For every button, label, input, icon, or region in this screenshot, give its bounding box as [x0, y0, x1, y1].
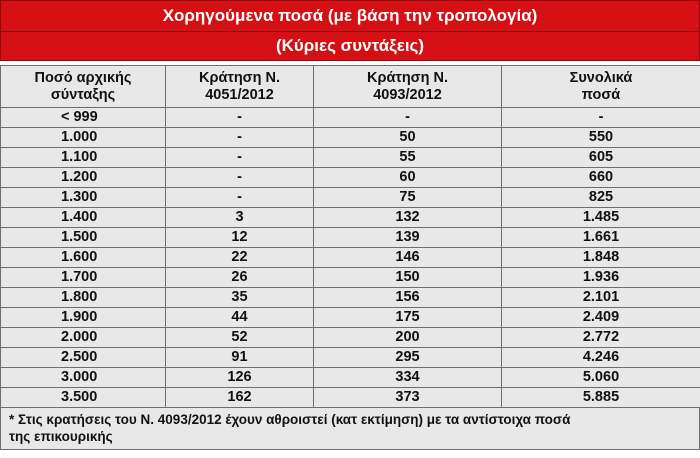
total-amount-cell: 2.772	[502, 328, 700, 348]
original-pension-cell: 1.600	[1, 248, 166, 268]
total-amount-cell: 5.060	[502, 368, 700, 388]
col-header-line: Κράτηση Ν.	[199, 69, 280, 86]
total-amount-cell: 550	[502, 128, 700, 148]
total-amount-cell: 660	[502, 168, 700, 188]
footnote-line: της επικουρικής	[9, 429, 113, 444]
original-pension-cell: < 999	[1, 108, 166, 128]
col-header-line: 4051/2012	[205, 86, 274, 103]
deduction-4051-cell: 126	[166, 368, 314, 388]
deduction-4093-cell: 146	[314, 248, 502, 268]
original-pension-cell: 2.000	[1, 328, 166, 348]
deduction-4051-cell: 22	[166, 248, 314, 268]
deduction-4093-cell: 139	[314, 228, 502, 248]
deduction-4093-cell: 295	[314, 348, 502, 368]
table-row	[1, 168, 700, 188]
total-amount-cell: 1.661	[502, 228, 700, 248]
total-amount-cell: -	[502, 108, 700, 128]
deduction-4093-cell: -	[314, 108, 502, 128]
table-row	[1, 228, 700, 248]
total-amount-cell: 4.246	[502, 348, 700, 368]
deduction-4051-cell: -	[166, 128, 314, 148]
footnote-line: * Στις κρατήσεις του Ν. 4093/2012 έχουν αθροιστεί (κατ εκτίμηση) με τα αντίστοιχα ποσά	[9, 412, 571, 427]
col-header-deduction-4051	[166, 66, 314, 108]
deduction-4051-cell: -	[166, 148, 314, 168]
deduction-4051-cell: 26	[166, 268, 314, 288]
total-amount-cell: 605	[502, 148, 700, 168]
table-row	[1, 208, 700, 228]
table-header	[1, 66, 700, 108]
deduction-4051-cell: -	[166, 168, 314, 188]
original-pension-cell: 3.500	[1, 388, 166, 408]
table-row	[1, 308, 700, 328]
table-subtitle: (Κύριες συντάξεις)	[0, 32, 700, 61]
footnote	[0, 408, 700, 450]
original-pension-cell: 1.100	[1, 148, 166, 168]
col-header-total	[502, 66, 700, 108]
total-amount-cell: 1.485	[502, 208, 700, 228]
header-row	[1, 66, 700, 108]
col-header-line: Συνολικά	[569, 69, 633, 86]
col-header-line: σύνταξης	[50, 86, 116, 103]
deduction-4093-cell: 75	[314, 188, 502, 208]
deduction-4093-cell: 200	[314, 328, 502, 348]
original-pension-cell: 1.500	[1, 228, 166, 248]
col-header-line: Κράτηση Ν.	[367, 69, 448, 86]
table-row	[1, 288, 700, 308]
table-row	[1, 328, 700, 348]
col-header-line: 4093/2012	[373, 86, 442, 103]
col-header-deduction-4093	[314, 66, 502, 108]
original-pension-cell: 1.200	[1, 168, 166, 188]
total-amount-cell: 2.409	[502, 308, 700, 328]
deduction-4093-cell: 156	[314, 288, 502, 308]
original-pension-cell: 1.400	[1, 208, 166, 228]
table-row	[1, 148, 700, 168]
table-row	[1, 368, 700, 388]
table-row	[1, 348, 700, 368]
table-row	[1, 388, 700, 408]
deduction-4093-cell: 150	[314, 268, 502, 288]
col-header-original-pension	[1, 66, 166, 108]
total-amount-cell: 2.101	[502, 288, 700, 308]
original-pension-cell: 1.900	[1, 308, 166, 328]
deduction-4051-cell: 162	[166, 388, 314, 408]
deduction-4051-cell: -	[166, 188, 314, 208]
table-row	[1, 128, 700, 148]
deduction-4051-cell: 44	[166, 308, 314, 328]
amounts-table	[0, 65, 700, 408]
table-row	[1, 248, 700, 268]
deduction-4051-cell: 3	[166, 208, 314, 228]
deduction-4051-cell: -	[166, 108, 314, 128]
original-pension-cell: 2.500	[1, 348, 166, 368]
deduction-4051-cell: 35	[166, 288, 314, 308]
deduction-4093-cell: 60	[314, 168, 502, 188]
deduction-4051-cell: 12	[166, 228, 314, 248]
deduction-4093-cell: 175	[314, 308, 502, 328]
table-row	[1, 188, 700, 208]
original-pension-cell: 1.300	[1, 188, 166, 208]
deduction-4093-cell: 132	[314, 208, 502, 228]
original-pension-cell: 1.800	[1, 288, 166, 308]
table-row	[1, 108, 700, 128]
total-amount-cell: 1.848	[502, 248, 700, 268]
col-header-line: ποσά	[581, 86, 621, 103]
deduction-4093-cell: 334	[314, 368, 502, 388]
deduction-4093-cell: 55	[314, 148, 502, 168]
deduction-4093-cell: 373	[314, 388, 502, 408]
total-amount-cell: 1.936	[502, 268, 700, 288]
original-pension-cell: 3.000	[1, 368, 166, 388]
original-pension-cell: 1.000	[1, 128, 166, 148]
deduction-4051-cell: 91	[166, 348, 314, 368]
total-amount-cell: 825	[502, 188, 700, 208]
deduction-4051-cell: 52	[166, 328, 314, 348]
total-amount-cell: 5.885	[502, 388, 700, 408]
table-row	[1, 268, 700, 288]
original-pension-cell: 1.700	[1, 268, 166, 288]
table-body	[1, 108, 700, 408]
col-header-line: Ποσό αρχικής	[34, 69, 132, 86]
deduction-4093-cell: 50	[314, 128, 502, 148]
table-title: Χορηγούμενα ποσά (με βάση την τροπολογία)	[0, 0, 700, 32]
